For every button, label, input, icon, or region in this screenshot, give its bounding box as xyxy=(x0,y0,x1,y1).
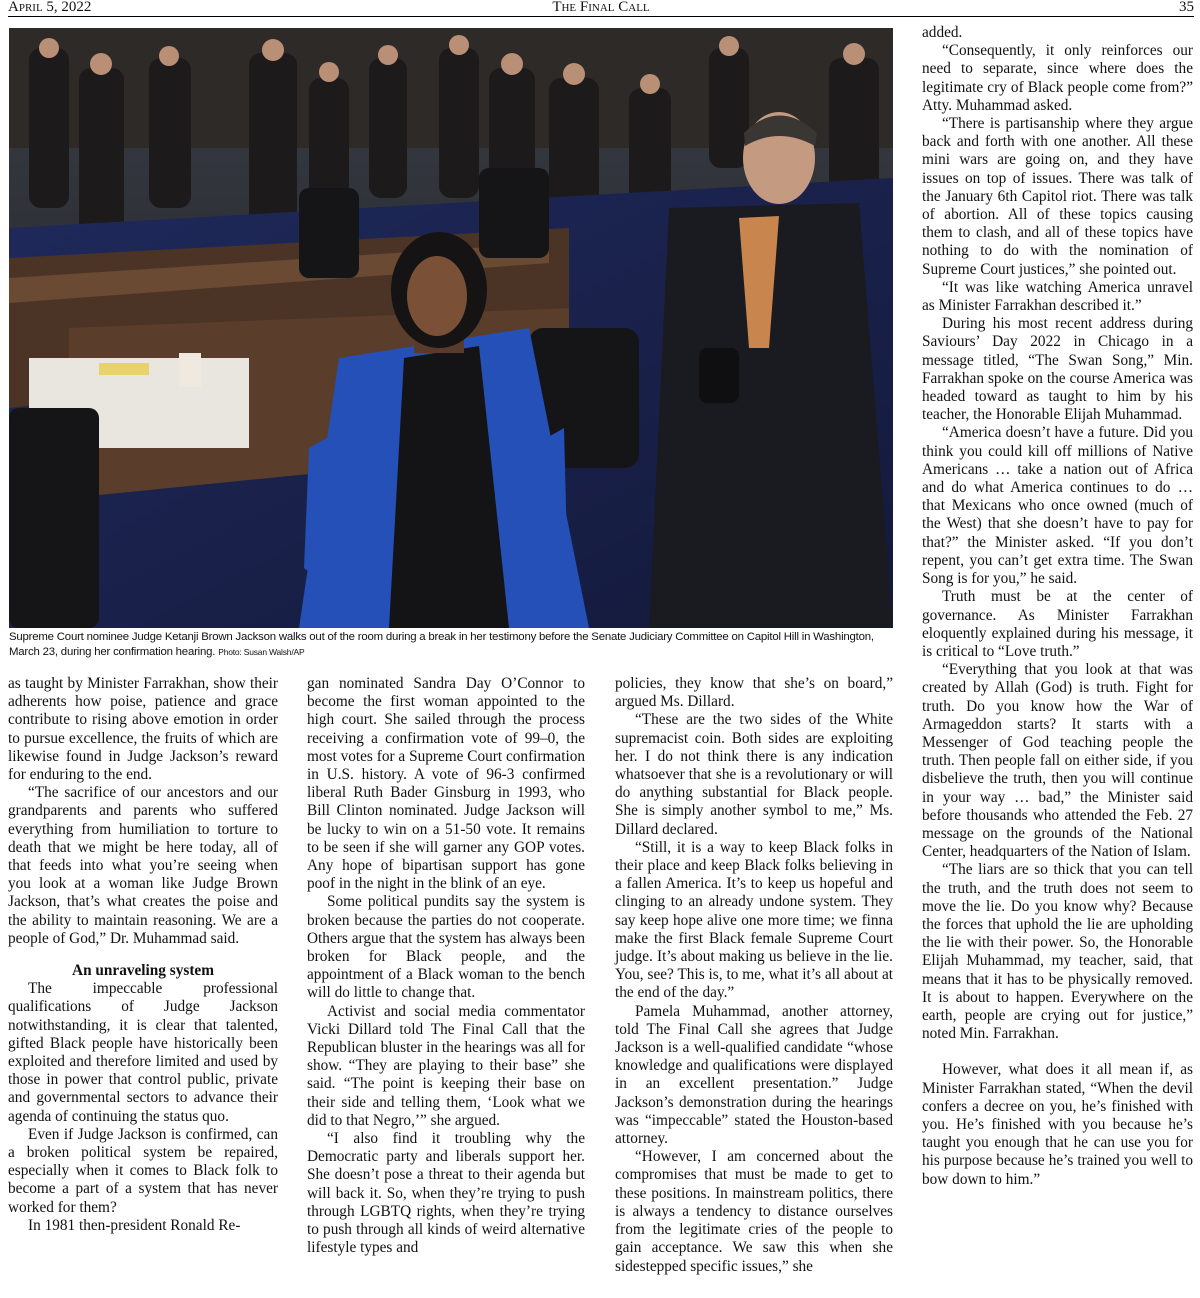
article-column-4 xyxy=(922,24,1193,1189)
issue-date: April 5, 2022 xyxy=(8,0,92,15)
article-column-2 xyxy=(307,675,585,1258)
paragraph: “There is partisanship where they argue back and forth with one another. All these mini wars are going on, and they have issues on top of issues. There was talk of the January 6th Capitol riot. There was talk of abortion. All of these topics causing them to clash, and all of these topics have nothing to do with the nomination of Supreme Court justices,” she pointed out. xyxy=(922,115,1193,278)
paragraph: “The sacrifice of our ancestors and our grandparents and parents who suffered everything from humiliation to torture to death that we might be here today, all of that feeds into what you’re seeing when you look at a woman like Judge Brown Jackson, that’s what creates the poise and the ability to maintain reasoning. We are a people of God,” Dr. Muhammad said. xyxy=(8,784,278,947)
paragraph: During his most recent address during Saviours’ Day 2022 in Chicago in a message titled, “The Swan Song,” Min. Farrakhan spoke on the course America was headed toward as taught to him by his teacher, the Honorable Elijah Muhammad. xyxy=(922,315,1193,424)
paragraph: In 1981 then-president Ronald Re- xyxy=(28,1216,241,1234)
paragraph: “I also find it troubling why the Democratic party and liberals support her. She doesn’t pose a threat to their agenda but will back it. So, when they’re trying to push through LGBTQ rights, when they’re trying to push through all kinds of weird alternative lifestyle types and xyxy=(307,1130,585,1257)
paragraph: “It was like watching America unravel as Minister Farrakhan described it.” xyxy=(922,278,1193,315)
article-column-3 xyxy=(615,675,893,1276)
paragraph: “Consequently, it only reinforces our need to separate, since where does the legitimate cry of Black people come from?” Atty. Muhammad asked. xyxy=(922,42,1193,114)
paragraph: “Everything that you look at that was created by Allah (God) is truth. Fight for truth. Do you know how the War of Armageddon starts? It starts with a Messenger of God teaching people the truth. Then people fall on either side, if you disbelieve the truth, then you will continue in your way … bad,” the Minister said before thousands who attended the Feb. 27 message on the grounds of the National Center, headquarters of the Nation of Islam. xyxy=(922,661,1193,861)
paragraph: added. xyxy=(922,24,963,41)
photo-caption xyxy=(9,630,895,662)
hearing-photo-illustration xyxy=(9,28,893,628)
paragraph: Even if Judge Jackson is confirmed, can a broken political system be repaired, especially when it comes to Black folk to become a part of a system that has never worked for them? xyxy=(8,1125,278,1216)
paragraph: Activist and social media commentator Vicki Dillard told The Final Call that the Republican bluster in the hearings was all for show. “They are playing to their base” she said. “The point is keeping their base on their side and telling them, ‘Look what we did to that Negro,’” she argued. xyxy=(307,1002,585,1129)
paragraph: as taught by Minister Farrakhan, show their adherents how poise, patience and grace contribute to rising above emotion in order to pursue excellence, the fruits of which are likewise found in Judge Jackson’s reward for enduring to the end. xyxy=(8,675,278,784)
paragraph: “America doesn’t have a future. Did you think you could kill off millions of Native Americans … take a nation out of Africa and do what America continues to do … that Mexicans who once owned (much of the West) that she doesn’t have to pay for that?” the Minister asked. “If you don’t repent, you can’t get extra time. The Swan Song is for you,” he said. xyxy=(922,424,1193,588)
section-heading: An unraveling system xyxy=(72,962,214,980)
paragraph: policies, they know that she’s on board,” argued Ms. Dillard. xyxy=(615,675,893,711)
paragraph: Pamela Muhammad, another attorney, told The Final Call she agrees that Judge Jackson is a well-qualified candidate “whose knowledge and qualifications were displayed in an excellent presentation.” Judge Jackson’s demonstration during the hearings was “impeccable” stated the Houston-based attorney. xyxy=(615,1002,893,1148)
paragraph: Truth must be at the center of governance. As Minister Farrakhan eloquently explained during his message, it is critical to “Love truth.” xyxy=(922,588,1193,660)
paragraph: Some political pundits say the system is broken because the parties do not cooperate. Others argue that the system has always been broken for Black people, and the appointment of a Black woman to the bench will do little to change that. xyxy=(307,893,585,1002)
paragraph: The impeccable professional qualifications of Judge Jackson notwithstanding, it is clear that talented, gifted Black people have historically been exploited and therefore limited and used by those in power that control public, private and governmental sectors to advance their agenda of continuing the status quo. xyxy=(8,980,278,1125)
paragraph: “The liars are so thick that you can tell the truth, and the truth does not seem to move the lie. Do you know why? Because the forces that uphold the lie are upholding the lie with their power. So, the Honorable Elijah Muhammad, my teacher, said, that means that it has to be physically removed. It is about to happen. Everywhere on the earth, people are crying out for justice,” noted Min. Farrakhan. xyxy=(922,861,1193,1043)
paragraph: “These are the two sides of the White supremacist coin. Both sides are exploiting her. I do not think there is any indication whatsoever that she is a revolutionary or will do anything substantial for Black people. She is simply another symbol to me,” Ms. Dillard declared. xyxy=(615,711,893,838)
page-number: 35 xyxy=(1179,0,1194,15)
page-header xyxy=(8,0,1194,17)
photo-credit: Photo: Susan Walsh/AP xyxy=(218,647,305,657)
publication-name: The Final Call xyxy=(552,0,650,15)
hearing-photo xyxy=(9,28,893,628)
paragraph: “However, I am concerned about the compromises that must be made to get to these positions. In mainstream politics, there is always a tendency to distance ourselves from the legitimate cries of the people to gain acceptance. We saw this when she sidestepped specific issues,” she xyxy=(615,1148,893,1275)
article-column-1 xyxy=(8,675,278,1235)
paragraph: “Still, it is a way to keep Black folks in their place and keep Black folks believing in a fallen America. It’s to keep us hopeful and clinging to an already undone system. They say keep hope alive one more time; we finna make the first Black female Supreme Court judge. It’s about making us believe in the lie. You, see? This is, to me, what it’s all about at the end of the day.” xyxy=(615,838,893,1002)
paragraph: gan nominated Sandra Day O’Connor to become the first woman appointed to the high court. She sailed through the process receiving a confirmation vote of 99–0, the most votes for a Supreme Court confirmation in U.S. history. A vote of 96-3 confirmed liberal Ruth Bader Ginsburg in 1993, who Bill Clinton nominated. Judge Jackson will be lucky to win on a 51-50 vote. It remains to be seen if she will garner any GOP votes. Any hope of bipartisan support has gone poof in the night in the blink of an eye. xyxy=(307,675,585,893)
paragraph: However, what does it all mean if, as Minister Farrakhan stated, “When the devil confers a decree on you, he’s finished with you. He’s finished with you because he’s taught you enough that he can use you for his purpose because he’s trained you well to bow down to him.” xyxy=(922,1061,1193,1188)
caption-text: Supreme Court nominee Judge Ketanji Brown Jackson walks out of the room during a break in her testimony before the Senate Judiciary Committee on Capitol Hill in Washington, March 23, during her confirmation hearing. xyxy=(9,631,874,658)
